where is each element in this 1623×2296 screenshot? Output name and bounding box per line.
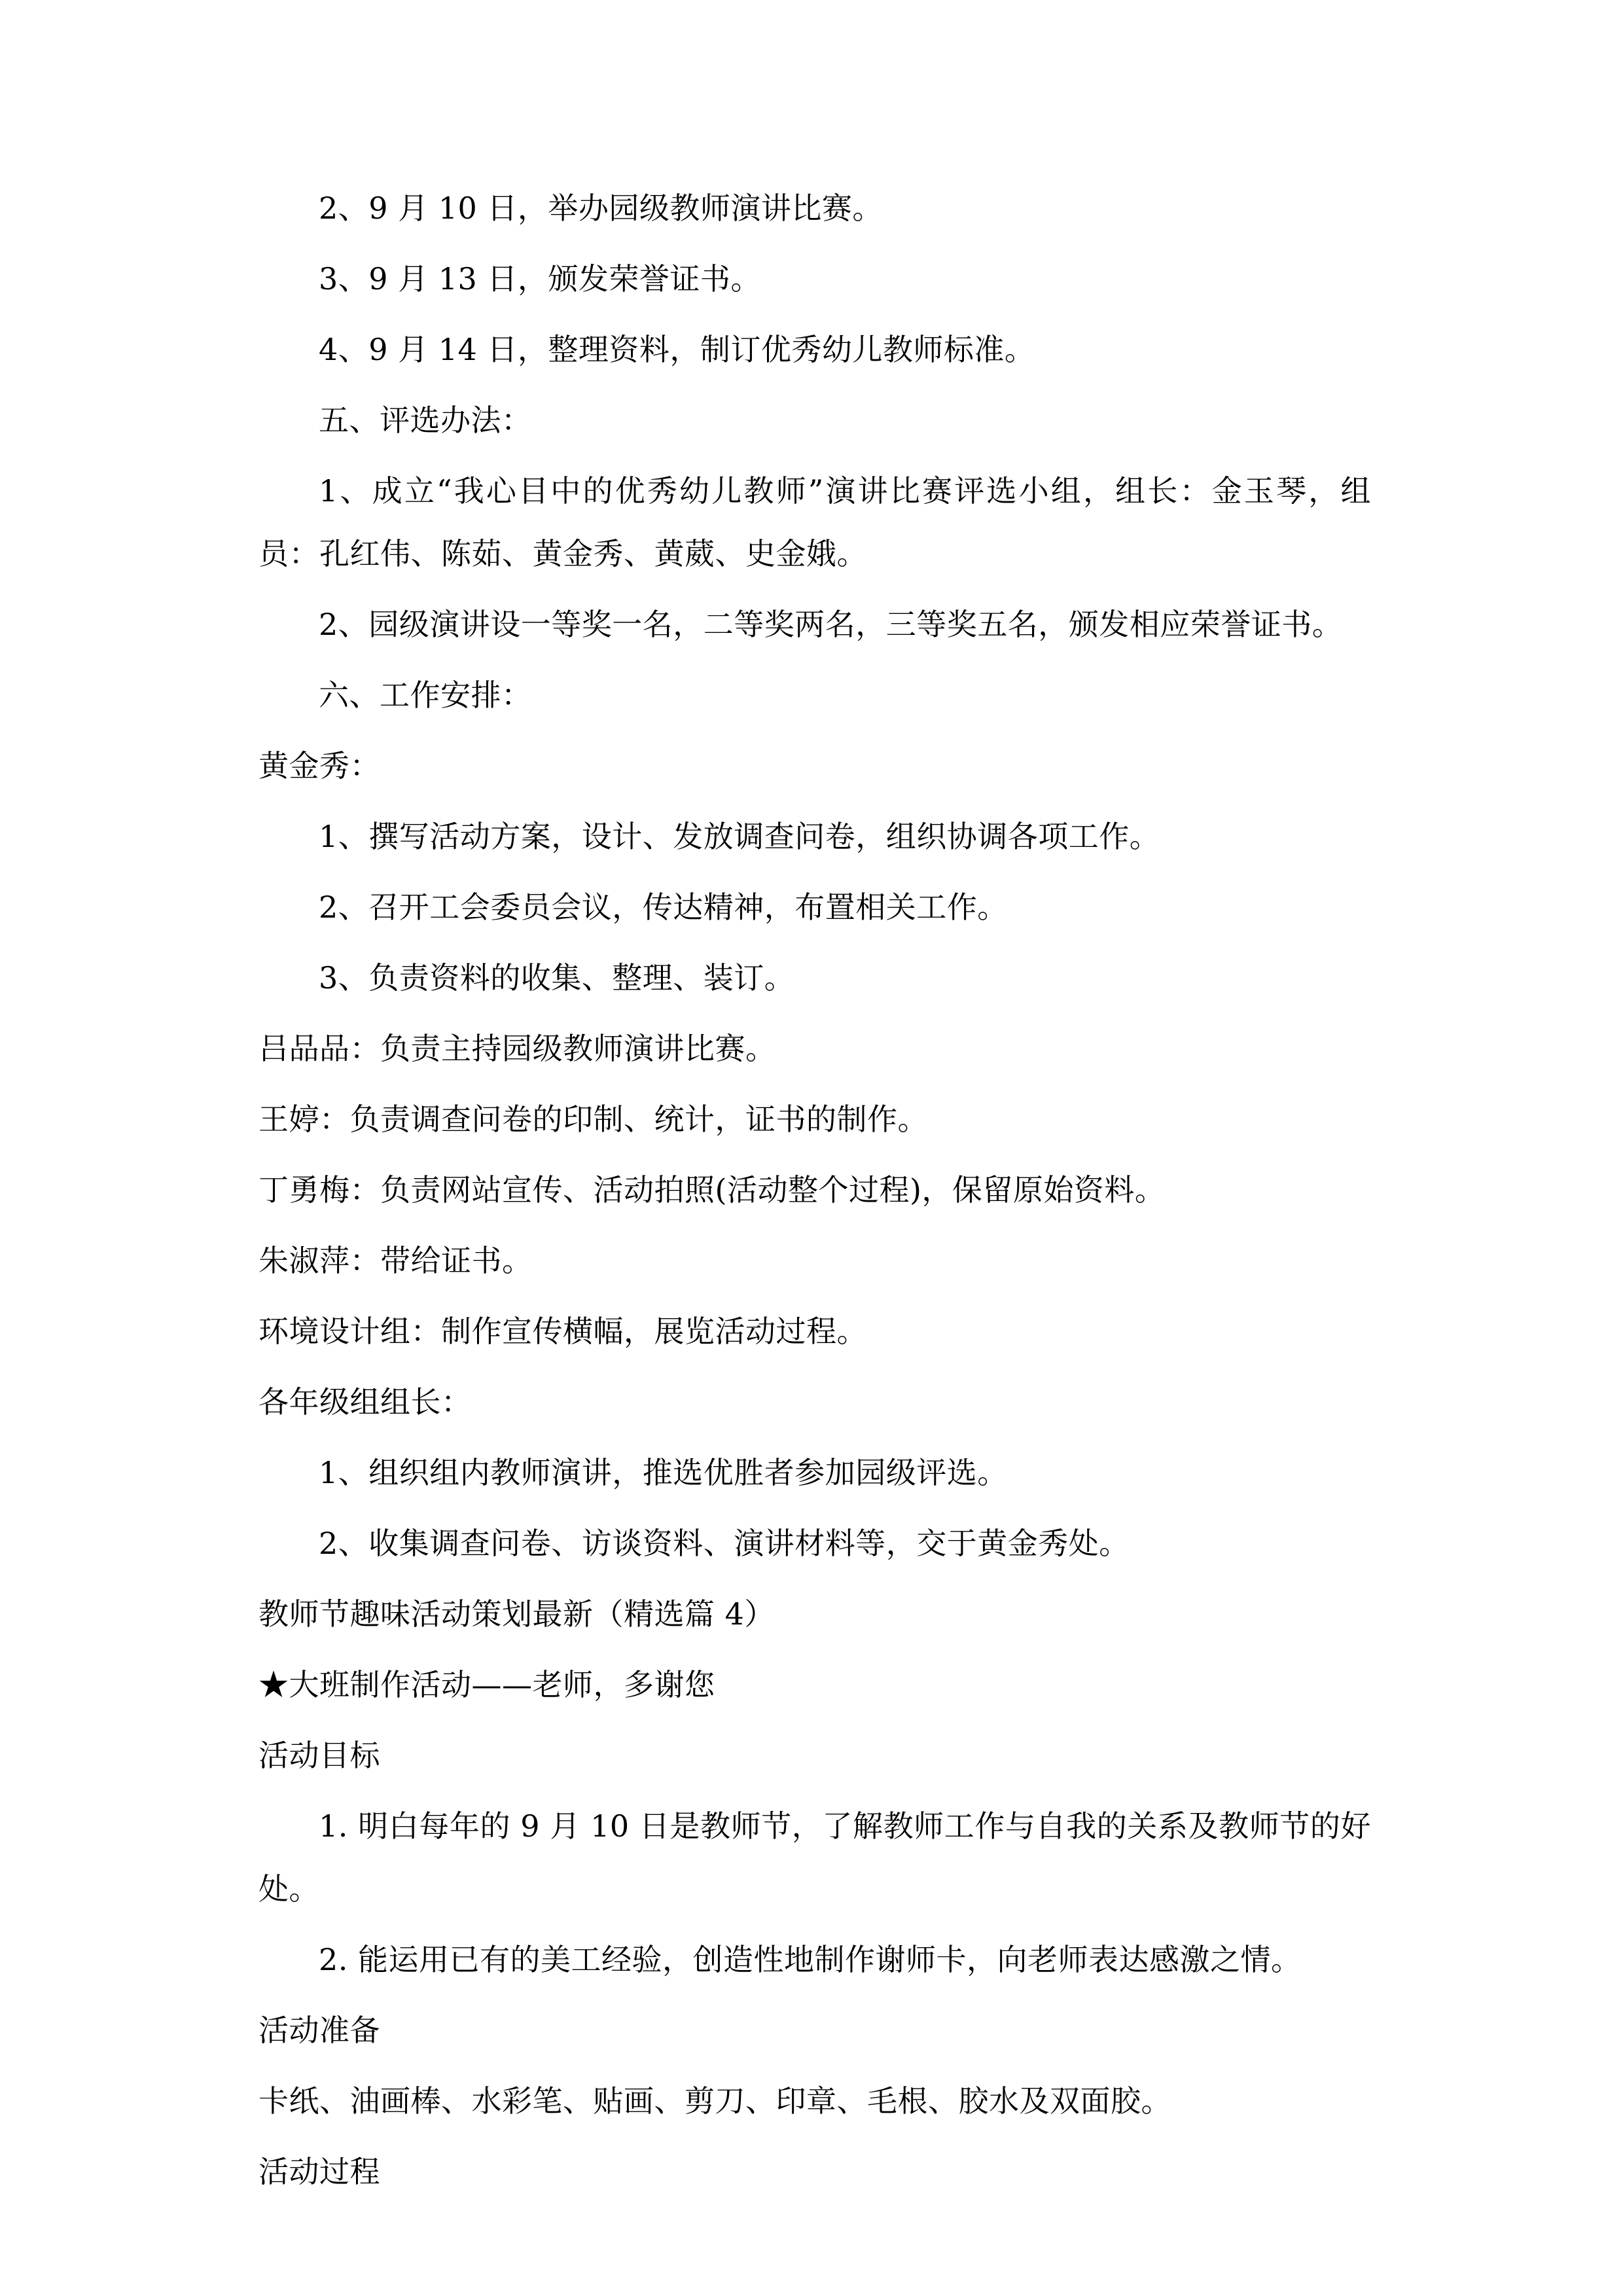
activity-title: ★大班制作活动——老师，多谢您 (259, 1667, 715, 1702)
document-body (259, 177, 1371, 2211)
paragraph: 吕品品：负责主持园级教师演讲比赛。 (259, 1031, 776, 1066)
person-heading: 各年级组组长： (259, 1384, 472, 1420)
section-heading: 活动准备 (259, 2013, 380, 2048)
paragraph: 1. 明白每年的 9 月 10 日是教师节，了解教师工作与自我的关系及教师节的好处。 (259, 1808, 1371, 1907)
paragraph: 2、9 月 10 日，举办园级教师演讲比赛。 (319, 190, 883, 226)
paragraph: 3、9 月 13 日，颁发荣誉证书。 (319, 261, 761, 296)
paragraph: 王婷：负责调查问卷的印制、统计，证书的制作。 (259, 1102, 928, 1137)
paragraph: 环境设计组：制作宣传横幅，展览活动过程。 (259, 1314, 867, 1349)
section-heading: 五、评选办法： (319, 403, 532, 438)
section-heading: 活动目标 (259, 1738, 380, 1773)
section-heading: 活动过程 (259, 2154, 380, 2189)
person-heading: 黄金秀： (259, 748, 380, 783)
paragraph: 4、9 月 14 日，整理资料，制订优秀幼儿教师标准。 (319, 332, 1035, 367)
paragraph: 1、撰写活动方案，设计、发放调查问卷，组织协调各项工作。 (319, 819, 1160, 854)
paragraph: 1、组织组内教师演讲，推选优胜者参加园级评选。 (319, 1455, 1008, 1490)
paragraph: 2、召开工会委员会议，传达精神，布置相关工作。 (319, 889, 1008, 925)
article-title: 教师节趣味活动策划最新（精选篇 4） (259, 1596, 775, 1632)
paragraph: 2、收集调查问卷、访谈资料、演讲材料等，交于黄金秀处。 (319, 1526, 1130, 1561)
paragraph: 2、园级演讲设一等奖一名，二等奖两名，三等奖五名，颁发相应荣誉证书。 (319, 607, 1343, 642)
paragraph: 卡纸、油画棒、水彩笔、贴画、剪刀、印章、毛根、胶水及双面胶。 (259, 2083, 1171, 2119)
paragraph: 3、负责资料的收集、整理、装订。 (319, 960, 795, 996)
section-heading: 六、工作安排： (319, 677, 532, 713)
paragraph: 1、成立“我心目中的优秀幼儿教师”演讲比赛评选小组，组长：金玉琴，组员：孔红伟、陈茹、黄金秀、黄葳、史金娥。 (259, 473, 1371, 571)
paragraph: 朱淑萍：带给证书。 (259, 1243, 533, 1278)
paragraph: 丁勇梅：负责网站宣传、活动拍照(活动整个过程)，保留原始资料。 (259, 1172, 1166, 1208)
paragraph: 2. 能运用已有的美工经验，创造性地制作谢师卡，向老师表达感激之情。 (319, 1942, 1302, 1977)
